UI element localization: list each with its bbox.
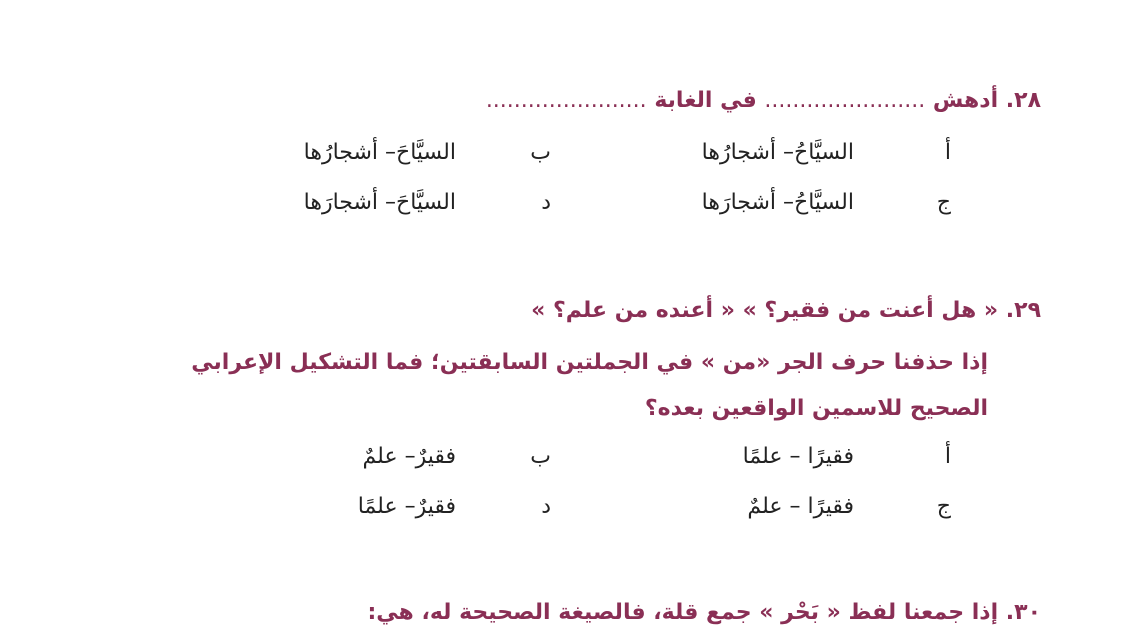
option-text[interactable]: السيَّاحَ– أشجارُها	[303, 140, 456, 165]
options-row	[0, 140, 1136, 184]
options-row	[0, 444, 1136, 488]
option-text[interactable]: السيَّاحَ– أشجارَها	[303, 190, 456, 215]
options-row	[0, 190, 1136, 234]
question-stem-start: أدهش	[932, 88, 999, 113]
question-29-paragraph: إذا حذفنا حرف الجر «من » في الجملتين السابقتين؛ فما التشكيل الإعرابي الصحيح للاسمين الواقعين بعده؟	[191, 350, 988, 421]
blank-dots: .......................	[764, 88, 926, 113]
question-29-stem	[531, 298, 1041, 323]
option-text[interactable]: فقيرٌ– علمٌ	[362, 444, 456, 469]
question-28-stem	[486, 88, 1041, 113]
option-letter: أ	[944, 444, 951, 469]
option-letter: ب	[530, 140, 551, 165]
question-stem: إذا جمعنا لفظ « بَحْر » جمع قلة، فالصيغة الصحيحة له، هي:	[367, 600, 999, 625]
question-number: ٢٩.	[1005, 298, 1041, 323]
question-30-stem	[368, 600, 1042, 625]
blank-dots: .......................	[485, 88, 647, 113]
option-letter: د	[541, 494, 551, 519]
option-letter: أ	[944, 140, 951, 165]
option-letter: ب	[530, 444, 551, 469]
option-text[interactable]: السيَّاحُ– أشجارَها	[701, 190, 854, 215]
question-stem: « هل أعنت من فقير؟ » « أعنده من علم؟ »	[531, 298, 999, 323]
question-number: ٢٨.	[1005, 88, 1041, 113]
option-letter: ج	[936, 190, 951, 215]
option-letter: د	[541, 190, 551, 215]
question-number: ٣٠.	[1005, 600, 1041, 625]
question-stem-mid: في الغابة	[654, 88, 757, 113]
option-text[interactable]: فقيرًا – علمًا	[742, 444, 854, 469]
option-letter: ج	[936, 494, 951, 519]
option-text[interactable]: فقيرًا – علمٌ	[747, 494, 854, 519]
option-text[interactable]: السيَّاحُ– أشجارُها	[701, 140, 854, 165]
options-row	[0, 494, 1136, 538]
option-text[interactable]: فقيرٌ– علمًا	[357, 494, 456, 519]
